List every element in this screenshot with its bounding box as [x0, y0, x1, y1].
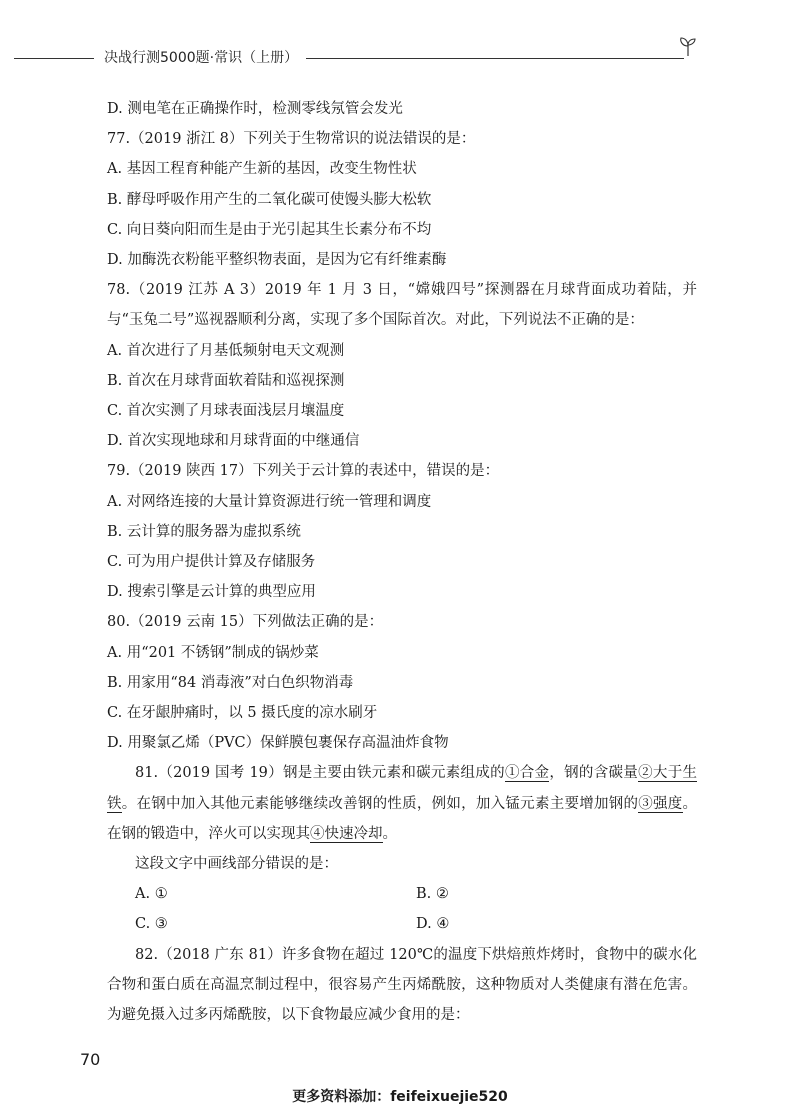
option-line: D. 用聚氯乙烯（PVC）保鲜膜包裹保存高温油炸食物	[107, 735, 449, 752]
option-line: B. 首次在月球背面软着陆和巡视探测	[107, 372, 345, 389]
underlined-phrase: ①合金	[504, 765, 550, 782]
option-line: D. 测电笔在正确操作时，检测零线氖管会发光	[107, 101, 403, 117]
q81-text: ，钢的含碳量	[549, 765, 639, 782]
footer-note: 更多资料添加：feifeixuejie520	[292, 1089, 508, 1105]
q81-text: 。在钢的锻造中，淬火可以实现其	[107, 795, 698, 842]
option-line: A. 用“201 不锈钢”制成的锅炒菜	[107, 644, 319, 661]
underlined-phrase: ②大于生铁	[107, 765, 697, 812]
page-header	[0, 40, 800, 70]
question-77: 77.（2019 浙江 8）下列关于生物常识的说法错误的是：	[107, 131, 476, 148]
option-line: B. 云计算的服务器为虚拟系统	[107, 523, 301, 540]
sprout-icon	[676, 34, 700, 58]
q81-stem: 这段文字中画线部分错误的是：	[135, 856, 338, 873]
option-line: A. 首次进行了月基低频射电天文观测	[107, 342, 345, 359]
header-rule-left	[14, 58, 94, 59]
option-a: A. ①	[135, 886, 168, 903]
question-79: 79.（2019 陕西 17）下列关于云计算的表述中，错误的是：	[107, 463, 500, 480]
option-line: C. 向日葵向阳而生是由于光引起其生长素分布不均	[107, 221, 432, 238]
q81-text: 81.（2019 国考 19）钢是主要由铁元素和碳元素组成的	[135, 765, 505, 782]
option-d: D. ④	[416, 916, 450, 933]
page-number: 70	[80, 1050, 101, 1069]
option-line: C. 在牙龈肿痛时，以 5 摄氏度的凉水刷牙	[107, 705, 378, 722]
option-b: B. ②	[416, 886, 449, 903]
book-title: 决战行测5000题·常识（上册）	[104, 50, 299, 66]
option-line: A. 对网络连接的大量计算资源进行统一管理和调度	[107, 493, 432, 510]
option-line: B. 用家用“84 消毒液”对白色织物消毒	[107, 674, 354, 691]
question-82: 82.（2018 广东 81）许多食物在超过 120℃的温度下烘焙煎炸烤时，食物中的碳水化合物和蛋白质在高温烹制过程中，很容易产生丙烯酰胺，这种物质对人类健康有潜在危害。为避免摄入过多丙烯酰胺，以下食物最应减少食用的是：	[107, 946, 697, 1024]
q81-text: 。	[382, 825, 397, 842]
question-78: 78.（2019 江苏 A 3）2019 年 1 月 3 日，“嫦娥四号”探测器在月球背面成功着陆，并与“玉兔二号”巡视器顺利分离，实现了多个国际首次。对此，下列说法不正确的是：	[107, 282, 697, 329]
question-81	[107, 758, 697, 849]
q81-text: 。在钢中加入其他元素能够继续改善钢的性质，例如，加入锰元素主要增加钢的	[121, 795, 639, 812]
option-line: D. 加酶洗衣粉能平整织物表面，是因为它有纤维素酶	[107, 252, 447, 269]
underlined-phrase: ③强度	[638, 795, 683, 812]
header-rule-right	[306, 58, 684, 59]
question-80: 80.（2019 云南 15）下列做法正确的是：	[107, 614, 384, 631]
option-line: D. 首次实现地球和月球背面的中继通信	[107, 433, 360, 450]
option-line: C. 首次实测了月球表面浅层月壤温度	[107, 403, 345, 420]
option-line: B. 酵母呼吸作用产生的二氧化碳可使馒头膨大松软	[107, 191, 432, 208]
question-content	[107, 94, 697, 1030]
option-line: C. 可为用户提供计算及存储服务	[107, 554, 316, 571]
option-line: A. 基因工程育种能产生新的基因，改变生物性状	[107, 161, 417, 178]
option-row	[107, 909, 697, 939]
option-row	[107, 879, 697, 909]
underlined-phrase: ④快速冷却	[310, 825, 383, 842]
option-line: D. 搜索引擎是云计算的典型应用	[107, 584, 316, 601]
option-c: C. ③	[135, 916, 168, 933]
